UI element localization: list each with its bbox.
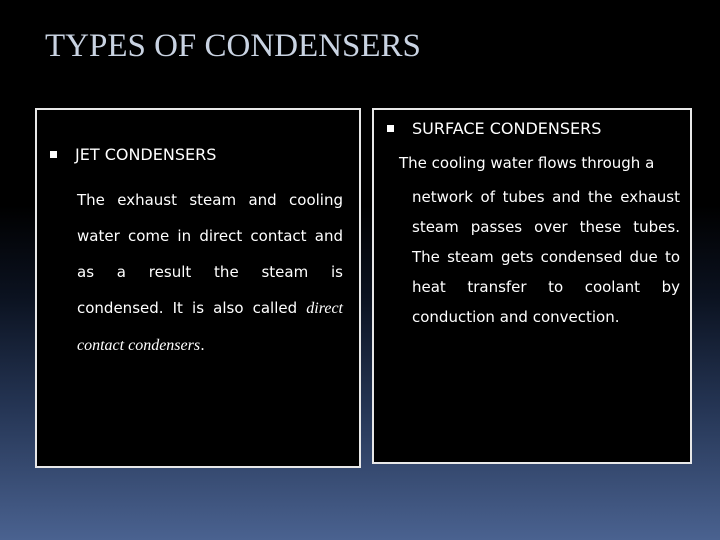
jet-condensers-heading: JET CONDENSERS (75, 145, 217, 164)
surface-condensers-panel (372, 108, 692, 464)
jet-description-emphasis: direct contact condensers (77, 300, 343, 354)
slide-title: TYPES OF CONDENSERS (45, 28, 421, 64)
surface-condensers-heading: SURFACE CONDENSERS (412, 119, 602, 138)
surface-condensers-intro: The cooling water flows through a (399, 154, 655, 172)
bullet-icon (50, 151, 57, 158)
bullet-icon (387, 125, 394, 132)
jet-condensers-panel (35, 108, 361, 468)
jet-description-text: The exhaust steam and cooling water come in direct contact and as a result the steam is condensed. It is also called (77, 191, 343, 317)
jet-condensers-description (77, 182, 343, 364)
jet-description-tail: . (200, 336, 205, 354)
surface-condensers-description: network of tubes and the exhaust steam passes over these tubes. The steam gets condensed due to heat transfer to coolant by conduction and convection. (412, 188, 680, 326)
